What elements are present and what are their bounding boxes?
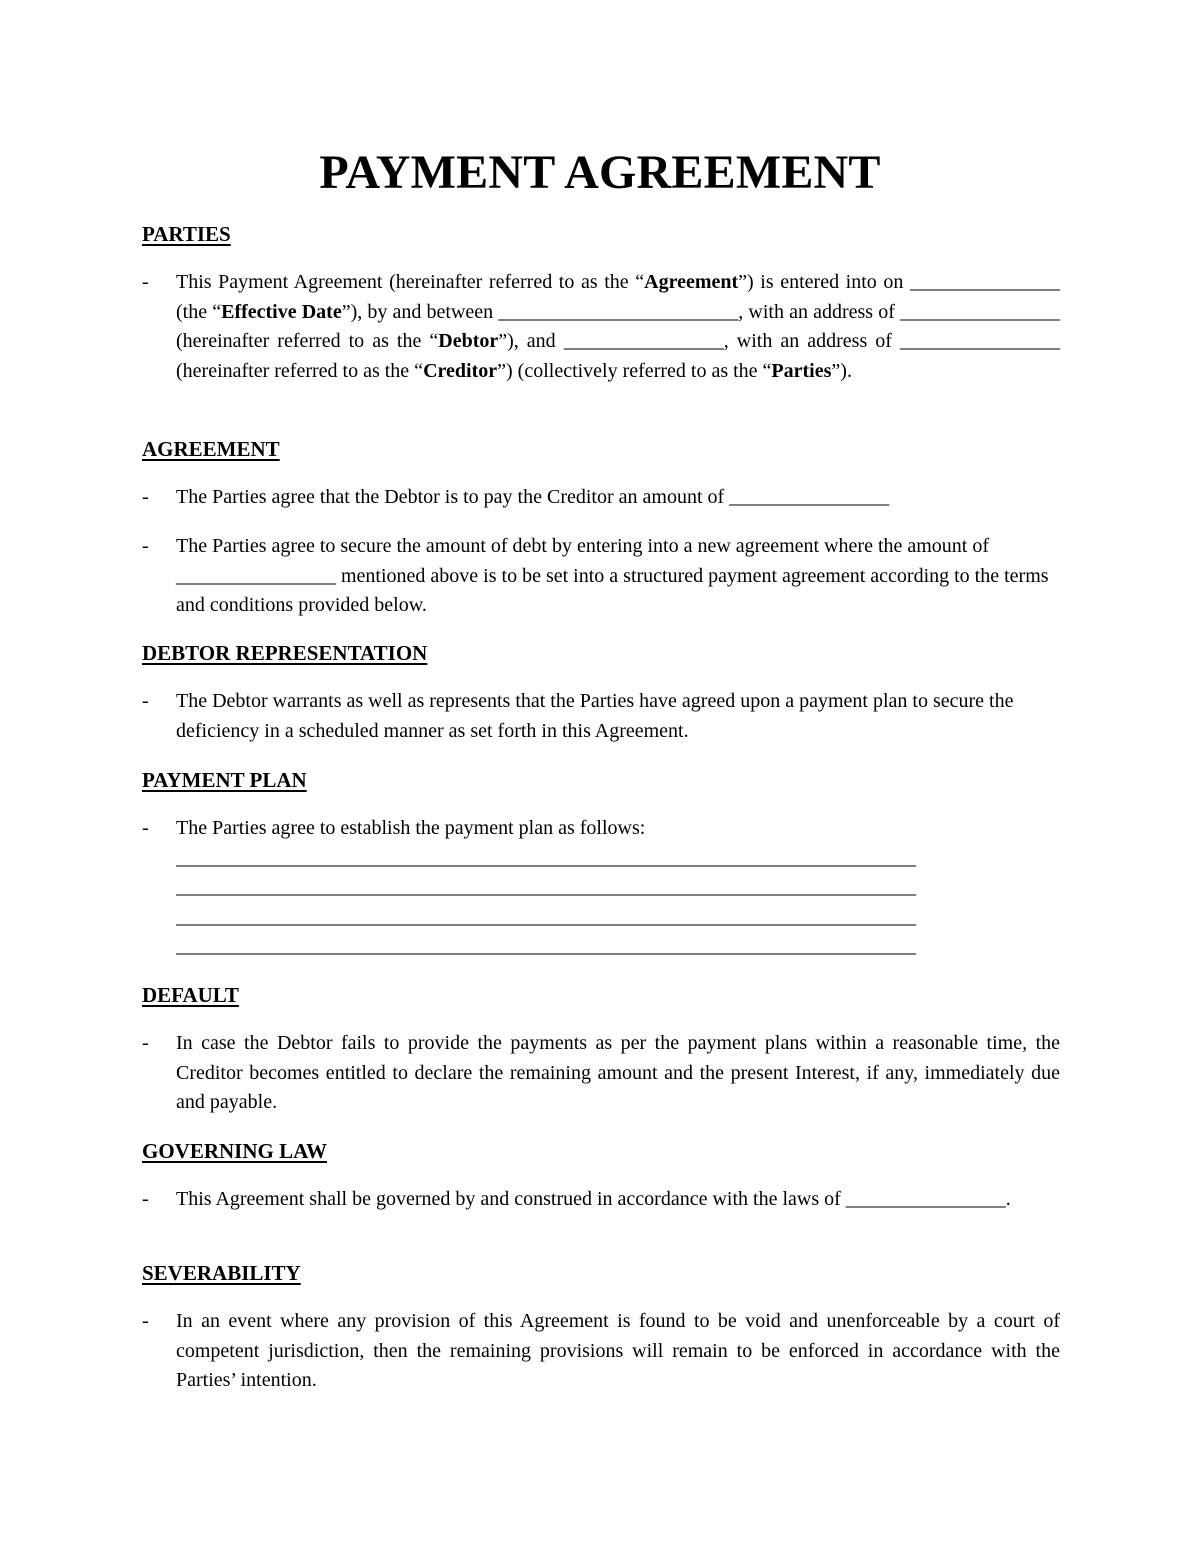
- term-agreement: Agreement: [644, 271, 739, 293]
- term-debtor: Debtor: [438, 330, 499, 352]
- parties-text-part: ”) is entered into on _______________ (the “: [176, 271, 1060, 323]
- severability-item-1: [142, 1307, 1060, 1396]
- agreement-item-2-text: The Parties agree to secure the amount of debt by entering into a new agreement where the amount of ________________ mentioned above is to be set into a structured payment agreement according to the terms and conditions provided below.: [176, 535, 1049, 616]
- bullet-dash: -: [142, 486, 149, 508]
- bullet-dash: -: [142, 271, 149, 293]
- parties-text-part: ”).: [831, 359, 852, 382]
- section-heading-default: DEFAULT: [142, 983, 239, 1007]
- agreement-item-2: [142, 532, 1060, 621]
- term-creditor: Creditor: [423, 359, 498, 382]
- debtor-representation-text: The Debtor warrants as well as represents that the Parties have agreed upon a payment plan to secure the deficiency in a scheduled manner as set forth in this Agreement.: [176, 690, 1014, 742]
- bullet-dash: -: [142, 1188, 149, 1210]
- payment-plan-blank-line[interactable]: __________________________________________________________________________: [176, 876, 916, 898]
- default-item-1: [142, 1029, 1060, 1118]
- section-heading-payment-plan: PAYMENT PLAN: [142, 768, 307, 792]
- agreement-item-1-text: The Parties agree that the Debtor is to pay the Creditor an amount of ________________: [176, 486, 890, 508]
- payment-plan-item-1: [142, 814, 1060, 962]
- payment-plan-blank-line[interactable]: __________________________________________________________________________: [176, 905, 916, 928]
- term-effective-date: Effective Date: [221, 300, 342, 323]
- bullet-dash: -: [142, 535, 149, 557]
- payment-plan-intro: The Parties agree to establish the payment plan as follows:: [176, 817, 646, 839]
- section-heading-debtor-representation: DEBTOR REPRESENTATION: [142, 641, 428, 665]
- section-heading-parties: PARTIES: [142, 222, 231, 246]
- section-heading-severability: SEVERABILITY: [142, 1261, 301, 1285]
- section-heading-agreement: AGREEMENT: [142, 437, 280, 461]
- payment-plan-text: [176, 814, 1060, 962]
- bullet-dash: -: [142, 817, 149, 839]
- term-parties: Parties: [771, 359, 832, 382]
- payment-plan-blank-line[interactable]: __________________________________________________________________________: [176, 935, 916, 957]
- document-title: PAYMENT AGREEMENT: [319, 146, 881, 199]
- parties-text: [176, 268, 1060, 386]
- severability-text: In an event where any provision of this Agreement is found to be void and unenforceable by a court of competent jurisdiction, then the remaining provisions will remain to be enforced in accordance with the Parties’ intention.: [176, 1310, 1060, 1391]
- governing-law-text: This Agreement shall be governed by and construed in accordance with the laws of ________________.: [176, 1188, 1011, 1210]
- bullet-dash: -: [142, 690, 149, 712]
- parties-text-part: ”), and ________________, with an address of ________________ (hereinafter referred to as the “: [176, 330, 1060, 382]
- default-text: In case the Debtor fails to provide the payments as per the payment plans within a reasonable time, the Creditor becomes entitled to declare the remaining amount and the present Interest, if any, immediately due and payable.: [176, 1032, 1060, 1113]
- parties-text-part: ”) (collectively referred to as the “: [497, 359, 772, 382]
- parties-paragraph: [142, 268, 1060, 386]
- bullet-dash: -: [142, 1032, 149, 1054]
- bullet-dash: -: [142, 1310, 149, 1332]
- agreement-item-1: [142, 483, 1060, 513]
- governing-law-item-1: [142, 1185, 1060, 1215]
- section-heading-governing-law: GOVERNING LAW: [142, 1139, 327, 1163]
- payment-plan-blank-line[interactable]: __________________________________________________________________________: [176, 846, 916, 869]
- debtor-representation-item-1: [142, 687, 1060, 746]
- parties-text-part: ”), by and between ________________________, with an address of ________________ (hereinafter referred to as the “: [176, 300, 1060, 352]
- parties-text-part: This Payment Agreement (hereinafter referred to as the “: [176, 271, 645, 293]
